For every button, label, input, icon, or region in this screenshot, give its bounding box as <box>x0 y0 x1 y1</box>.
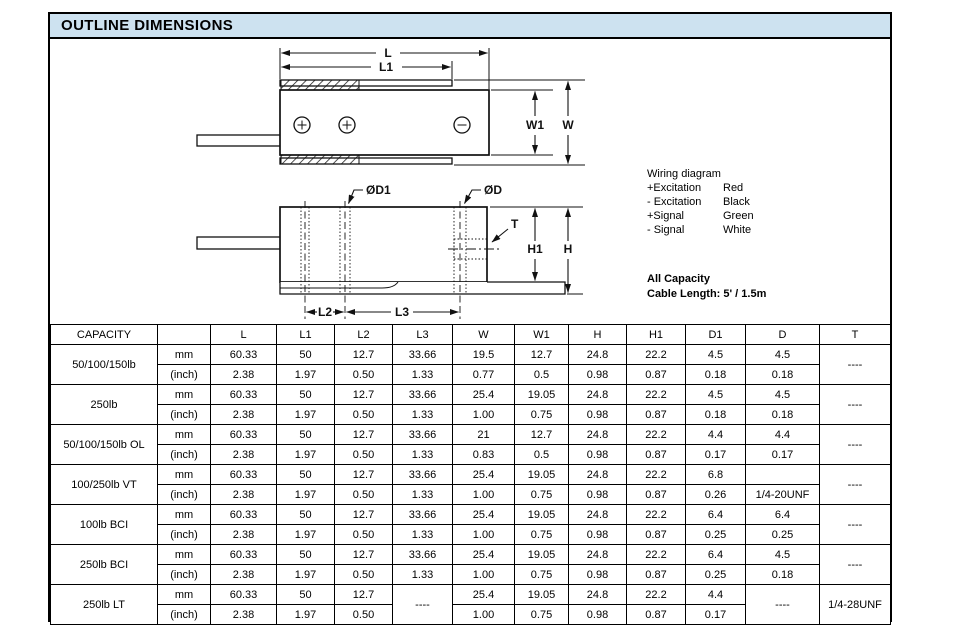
table-cell: 1.33 <box>393 445 453 465</box>
table-cell: 0.87 <box>627 485 686 505</box>
table-cell: 0.50 <box>335 365 393 385</box>
table-cell: 12.7 <box>335 425 393 445</box>
table-cell: ---- <box>820 345 891 385</box>
table-cell: 2.38 <box>211 365 277 385</box>
table-cell: 6.8 <box>686 465 746 485</box>
table-cell: (inch) <box>158 485 211 505</box>
minus-hole-icon <box>454 117 470 133</box>
table-cell: 50 <box>277 385 335 405</box>
table-cell: 22.2 <box>627 505 686 525</box>
table-cell: 19.5 <box>453 345 515 365</box>
table-cell: 12.7 <box>335 345 393 365</box>
table-cell: 60.33 <box>211 465 277 485</box>
dim-label-H1: H1 <box>527 242 543 256</box>
table-cell: 4.5 <box>746 385 820 405</box>
table-cell: 1.97 <box>277 485 335 505</box>
table-cell: 60.33 <box>211 425 277 445</box>
table-cell: 0.5 <box>515 365 569 385</box>
wiring-row <box>647 181 754 195</box>
table-cell: 24.8 <box>569 385 627 405</box>
table-cell: 250lb BCI <box>51 545 158 585</box>
table-cell: 1/4-28UNF <box>820 585 891 625</box>
table-cell: 25.4 <box>453 385 515 405</box>
table-cell: 4.5 <box>746 345 820 365</box>
table-cell: 250lb LT <box>51 585 158 625</box>
table-cell: 250lb <box>51 385 158 425</box>
table-cell: 19.05 <box>515 585 569 605</box>
table-cell: 22.2 <box>627 345 686 365</box>
table-cell: 2.38 <box>211 565 277 585</box>
table-cell: 1.97 <box>277 405 335 425</box>
load-cell-body-side-view <box>280 207 487 282</box>
table-row <box>51 525 891 545</box>
table-cell: 0.98 <box>569 605 627 625</box>
table-cell: 0.98 <box>569 365 627 385</box>
table-cell: 6.4 <box>686 545 746 565</box>
table-cell: 0.98 <box>569 485 627 505</box>
table-cell: 24.8 <box>569 345 627 365</box>
wiring-signal: +Signal <box>647 210 685 222</box>
table-cell: 33.66 <box>393 465 453 485</box>
table-cell: ---- <box>746 585 820 625</box>
table-cell: 33.66 <box>393 545 453 565</box>
column-header: L <box>211 325 277 345</box>
table-cell: 0.17 <box>746 445 820 465</box>
note-line-2: Cable Length: 5' / 1.5m <box>647 287 767 300</box>
table-cell: 24.8 <box>569 425 627 445</box>
cable-side-view <box>197 237 281 249</box>
table-cell: 1.97 <box>277 365 335 385</box>
table-cell: 0.50 <box>335 565 393 585</box>
table-row <box>51 505 891 525</box>
table-cell: 1.00 <box>453 525 515 545</box>
table-cell: 1.00 <box>453 485 515 505</box>
table-cell: 0.17 <box>686 605 746 625</box>
table-cell: 0.98 <box>569 525 627 545</box>
table-cell: 4.5 <box>686 385 746 405</box>
table-cell: 1.00 <box>453 405 515 425</box>
column-header <box>158 325 211 345</box>
table-row <box>51 485 891 505</box>
table-row <box>51 565 891 585</box>
dim-label-T: T <box>511 217 519 231</box>
section-title: OUTLINE DIMENSIONS <box>61 17 234 34</box>
dim-label-L3: L3 <box>394 305 410 319</box>
column-header: T <box>820 325 891 345</box>
table-cell: ---- <box>820 385 891 425</box>
table-cell: (inch) <box>158 365 211 385</box>
table-cell: 50 <box>277 545 335 565</box>
table-cell: 0.50 <box>335 525 393 545</box>
table-cell: 0.50 <box>335 605 393 625</box>
table-cell: 22.2 <box>627 585 686 605</box>
cable-length-note <box>647 272 766 301</box>
table-cell: 24.8 <box>569 505 627 525</box>
column-header: H <box>569 325 627 345</box>
table-cell: 33.66 <box>393 505 453 525</box>
wiring-row <box>647 223 754 237</box>
table-cell: 50/100/150lb OL <box>51 425 158 465</box>
column-header: W1 <box>515 325 569 345</box>
table-cell: 0.50 <box>335 485 393 505</box>
table-cell: 0.75 <box>515 485 569 505</box>
table-cell: 25.4 <box>453 545 515 565</box>
wiring-color: Black <box>723 196 750 208</box>
table-cell: 4.4 <box>686 425 746 445</box>
table-cell: 0.87 <box>627 525 686 545</box>
table-cell: 2.38 <box>211 445 277 465</box>
table-cell: 2.38 <box>211 605 277 625</box>
table-cell: 60.33 <box>211 545 277 565</box>
table-cell: 2.38 <box>211 485 277 505</box>
table-cell: 0.77 <box>453 365 515 385</box>
table-cell: 50 <box>277 585 335 605</box>
table-cell: ---- <box>820 465 891 505</box>
column-header: L3 <box>393 325 453 345</box>
table-row <box>51 365 891 385</box>
table-cell: 6.4 <box>746 505 820 525</box>
wiring-row <box>647 209 754 223</box>
table-cell: 22.2 <box>627 545 686 565</box>
table-cell: 19.05 <box>515 465 569 485</box>
wiring-diagram-legend <box>647 167 754 237</box>
table-cell: 0.26 <box>686 485 746 505</box>
dim-label-H: H <box>563 242 573 256</box>
table-cell: 50 <box>277 505 335 525</box>
table-cell: 25.4 <box>453 465 515 485</box>
table-row <box>51 385 891 405</box>
dim-label-L1: L1 <box>378 60 394 74</box>
table-cell: 100lb BCI <box>51 505 158 545</box>
table-cell: 22.2 <box>627 385 686 405</box>
wiring-row <box>647 195 754 209</box>
table-cell: mm <box>158 585 211 605</box>
table-cell: 19.05 <box>515 545 569 565</box>
table-cell: 22.2 <box>627 465 686 485</box>
column-header: L2 <box>335 325 393 345</box>
table-cell: 25.4 <box>453 505 515 525</box>
table-cell: 12.7 <box>515 345 569 365</box>
table-cell: 4.4 <box>746 425 820 445</box>
column-header: CAPACITY <box>51 325 158 345</box>
table-row <box>51 585 891 605</box>
table-cell: 0.75 <box>515 405 569 425</box>
table-cell: 22.2 <box>627 425 686 445</box>
table-cell: mm <box>158 505 211 525</box>
table-cell: 0.18 <box>686 365 746 385</box>
table-row <box>51 545 891 565</box>
table-cell: 2.38 <box>211 525 277 545</box>
dim-label-W: W <box>562 118 574 132</box>
table-cell: 0.87 <box>627 365 686 385</box>
note-line-1: All Capacity <box>647 273 710 285</box>
dim-label-W1: W1 <box>526 118 544 132</box>
table-cell: 6.4 <box>686 505 746 525</box>
table-cell: 24.8 <box>569 585 627 605</box>
plus-hole-icon <box>294 117 310 133</box>
table-cell: 0.18 <box>746 565 820 585</box>
table-row <box>51 445 891 465</box>
table-cell: 12.7 <box>335 385 393 405</box>
table-cell: mm <box>158 465 211 485</box>
table-cell: (inch) <box>158 565 211 585</box>
table-cell: 0.87 <box>627 605 686 625</box>
table-cell: 50 <box>277 465 335 485</box>
outline-dimensions-section <box>48 12 892 622</box>
table-cell: 1/4-20UNF <box>746 485 820 505</box>
dimensions-table <box>50 324 891 625</box>
wiring-signal: - Signal <box>647 224 685 236</box>
table-cell: 0.87 <box>627 445 686 465</box>
table-cell: 0.50 <box>335 445 393 465</box>
table-cell: 24.8 <box>569 465 627 485</box>
table-cell: ---- <box>820 425 891 465</box>
table-cell: 12.7 <box>335 585 393 605</box>
table-cell: 12.7 <box>335 465 393 485</box>
table-cell: 1.97 <box>277 525 335 545</box>
wiring-color: Red <box>723 182 744 194</box>
table-cell: 25.4 <box>453 585 515 605</box>
plus-hole-icon <box>339 117 355 133</box>
table-cell: 4.5 <box>746 545 820 565</box>
table-cell: 0.75 <box>515 525 569 545</box>
table-cell: 1.00 <box>453 605 515 625</box>
dim-label-D1: ØD1 <box>366 183 391 197</box>
table-cell: (inch) <box>158 445 211 465</box>
table-cell: 1.97 <box>277 605 335 625</box>
table-row <box>51 345 891 365</box>
table-row <box>51 405 891 425</box>
table-cell: 50 <box>277 425 335 445</box>
table-cell: ---- <box>820 545 891 585</box>
table-cell: 1.33 <box>393 405 453 425</box>
side-view <box>197 183 583 319</box>
table-cell: 0.98 <box>569 565 627 585</box>
technical-drawing-area <box>50 39 890 324</box>
table-cell: 50/100/150lb <box>51 345 158 385</box>
wiring-signal: - Excitation <box>647 196 702 208</box>
table-cell: 12.7 <box>335 505 393 525</box>
table-cell: 60.33 <box>211 585 277 605</box>
table-cell: ---- <box>393 585 453 625</box>
column-header: H1 <box>627 325 686 345</box>
table-cell: 1.33 <box>393 525 453 545</box>
table-cell: 19.05 <box>515 385 569 405</box>
table-cell: 33.66 <box>393 385 453 405</box>
table-cell: 0.18 <box>746 405 820 425</box>
hatch-top <box>281 80 359 90</box>
table-cell: 1.33 <box>393 485 453 505</box>
table-cell: 1.00 <box>453 565 515 585</box>
column-header: W <box>453 325 515 345</box>
table-cell: (inch) <box>158 605 211 625</box>
table-cell: 12.7 <box>515 425 569 445</box>
wiring-signal: +Excitation <box>647 182 702 194</box>
table-cell: 2.38 <box>211 405 277 425</box>
table-cell: 0.87 <box>627 405 686 425</box>
table-cell: 1.97 <box>277 565 335 585</box>
section-title-bar <box>50 14 890 39</box>
dim-label-L2: L2 <box>317 305 333 319</box>
table-cell: 0.98 <box>569 405 627 425</box>
top-view <box>197 46 585 165</box>
table-cell <box>746 465 820 485</box>
table-cell: 0.18 <box>746 365 820 385</box>
dim-label-D: ØD <box>484 183 502 197</box>
table-cell: 0.25 <box>686 565 746 585</box>
table-cell: (inch) <box>158 405 211 425</box>
table-cell: 100/250lb VT <box>51 465 158 505</box>
table-cell: 0.75 <box>515 565 569 585</box>
table-row <box>51 425 891 445</box>
wiring-color: White <box>723 224 752 236</box>
table-cell: 0.5 <box>515 445 569 465</box>
table-cell: 0.75 <box>515 605 569 625</box>
table-cell: 0.17 <box>686 445 746 465</box>
table-cell: 1.97 <box>277 445 335 465</box>
table-row <box>51 465 891 485</box>
table-cell: 1.33 <box>393 565 453 585</box>
table-cell: mm <box>158 385 211 405</box>
wiring-title: Wiring diagram <box>647 168 721 180</box>
table-cell: 0.87 <box>627 565 686 585</box>
column-header: L1 <box>277 325 335 345</box>
cable-top-view <box>197 135 281 146</box>
table-cell: ---- <box>820 505 891 545</box>
table-cell: 21 <box>453 425 515 445</box>
table-cell: 33.66 <box>393 425 453 445</box>
table-cell: 24.8 <box>569 545 627 565</box>
table-cell: 0.25 <box>746 525 820 545</box>
table-cell: 0.98 <box>569 445 627 465</box>
column-header: D1 <box>686 325 746 345</box>
table-cell: 60.33 <box>211 385 277 405</box>
table-cell: mm <box>158 545 211 565</box>
table-cell: 19.05 <box>515 505 569 525</box>
table-cell: 12.7 <box>335 545 393 565</box>
dim-label-L: L <box>384 46 392 60</box>
column-header: D <box>746 325 820 345</box>
table-cell: 60.33 <box>211 505 277 525</box>
table-cell: 1.33 <box>393 365 453 385</box>
table-cell: 0.83 <box>453 445 515 465</box>
table-cell: 0.18 <box>686 405 746 425</box>
table-cell: (inch) <box>158 525 211 545</box>
wiring-color: Green <box>723 210 754 222</box>
table-cell: 33.66 <box>393 345 453 365</box>
table-cell: 50 <box>277 345 335 365</box>
table-cell: 60.33 <box>211 345 277 365</box>
table-cell: mm <box>158 345 211 365</box>
table-cell: 0.25 <box>686 525 746 545</box>
table-cell: mm <box>158 425 211 445</box>
table-cell: 4.5 <box>686 345 746 365</box>
table-cell: 0.50 <box>335 405 393 425</box>
table-header-row <box>51 325 891 345</box>
table-cell: 4.4 <box>686 585 746 605</box>
